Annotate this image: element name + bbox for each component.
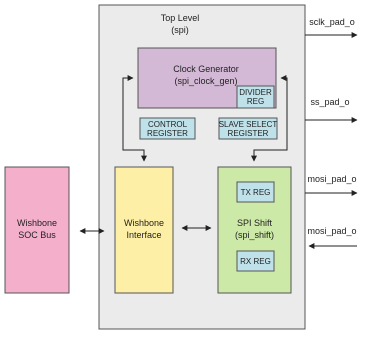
tx-reg-label: TX REG — [240, 188, 271, 197]
wishbone-interface-label-2: Interface — [126, 230, 162, 240]
slave-select-register-label-2: REGISTER — [227, 129, 269, 138]
ss-pad-label: ss_pad_o — [310, 97, 350, 107]
mosi-out-label: mosi_pad_o — [307, 174, 357, 184]
wishbone-soc-bus-label-2: SOC Bus — [18, 230, 56, 240]
sclk-pad-label: sclk_pad_o — [309, 17, 355, 27]
top-level-title: Top Level — [160, 13, 200, 23]
control-register-label-2: REGISTER — [147, 129, 188, 138]
slave-select-register-label-1: SLAVE SELECT — [218, 120, 278, 129]
mosi-in-label: mosi_pad_o — [307, 226, 357, 236]
wishbone-soc-bus-label-1: Wishbone — [16, 218, 58, 228]
divider-reg-label-2: REG — [246, 97, 265, 106]
clock-generator-title: Clock Generator — [173, 64, 239, 74]
spi-shift-label-1: SPI Shift — [236, 218, 273, 228]
rx-reg-label: RX REG — [240, 257, 271, 266]
divider-reg-label-1: DIVIDER — [239, 88, 272, 97]
control-register-label-1: CONTROL — [147, 120, 188, 129]
clock-generator-subtitle: (spi_clock_gen) — [174, 76, 238, 86]
top-level-subtitle: (spi) — [171, 25, 189, 35]
wishbone-interface-label-1: Wishbone — [123, 218, 165, 228]
spi-shift-label-2: (spi_shift) — [234, 230, 275, 240]
